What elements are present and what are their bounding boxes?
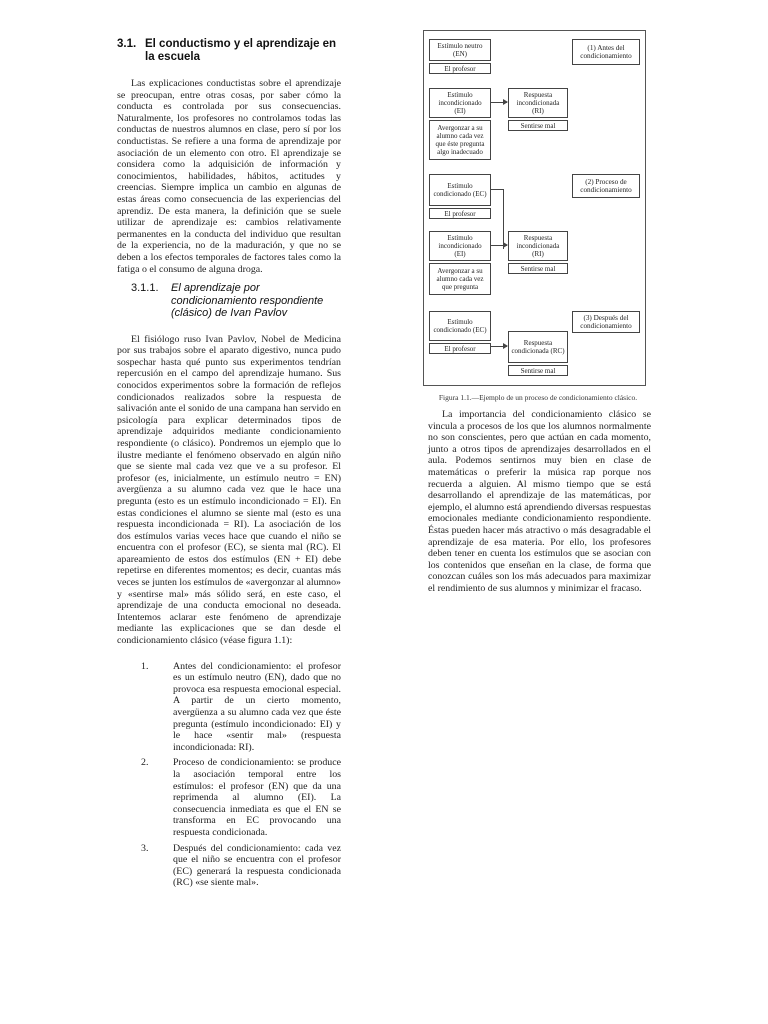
phase1-en-sub: El profesor [429, 63, 491, 74]
paragraph-importance: La importancia del condicionamiento clásico se vincula a procesos de los que los alumnos normalmente no son conscientes, pero que actúan en cada momento, junto a otros tipos de aprendizajes desarrollados en el aula. Podemos sentirnos muy bien en clase de matemáticas o preferir la música rap porque nos recuerda a alguien. Al mismo tiempo que se está desarrollando el aprendizaje de las matemáticas, por ejemplo, el alumno está aprendiendo diversas respuestas emocionales mediante condicionamiento respondiente. Éstas pueden hacer más atractivo o más desagradable el aprendizaje de esa materia. Por ello, los profesores deben tener en cuenta los estímulos que se asocian con los contenidos que enseñan en la clase, de forma que conozcan cuáles son los más adecuados para maximizar el rendimiento de sus alumnos y minimizar el fracaso. [428, 409, 651, 594]
section-title: El conductismo y el aprendizaje en la escuela [145, 38, 337, 63]
arrow-icon [491, 346, 507, 347]
phase3-rc-box: Respuesta condicionada (RC) [508, 331, 568, 363]
figure-caption: Figura 1.1.—Ejemplo de un proceso de condicionamiento clásico. [438, 393, 638, 402]
phase2-ec-sub: El profesor [429, 208, 491, 219]
phase2-ei-box: Estímulo incondicionado (EI) [429, 231, 491, 261]
arrow-icon [491, 245, 507, 246]
phase1-ei-sub: Avergonzar a su alumno cada vez que éste pregunta algo inadecuado [429, 120, 491, 160]
phase3-rc-sub: Sentirse mal [508, 365, 568, 376]
right-column [428, 409, 651, 595]
left-column [117, 38, 341, 893]
phase3-ec-sub: El profesor [429, 343, 491, 354]
arrow-icon [491, 102, 507, 103]
subsection-number: 3.1.1. [131, 282, 159, 295]
list-item: 2. Proceso de condicionamiento: se produce la asociación temporal entre los estímulos: el profesor (EN) que da una reprimenda al alumno (EI). La consecuencia inmediata es que el EN se transforma en EC provocando una respuesta condicionada. [141, 757, 341, 838]
phase2-ri-box: Respuesta incondicionada (RI) [508, 231, 568, 261]
phase1-en-box: Estímulo neutro (EN) [429, 39, 491, 61]
section-number: 3.1. [117, 38, 137, 50]
phase1-ri-sub: Sentirse mal [508, 120, 568, 131]
phase2-ei-sub: Avergonzar a su alumno cada vez que pregunta [429, 263, 491, 295]
phase3-label: (3) Después del condicionamiento [572, 311, 640, 333]
phase2-ri-sub: Sentirse mal [508, 263, 568, 274]
list-item: 1. Antes del condicionamiento: el profesor es un estímulo neutro (EN), dado que no provoca esa respuesta emocional especial. A partir de un cierto momento, avergüenza a su alumno cada vez que éste pregunta (estímulo incondicionado: EI) y le hace «sentir mal» (respuesta incondicionada: RI). [141, 660, 341, 753]
paragraph-intro: Las explicaciones conductistas sobre el aprendizaje se preocupan, entre otras cosas, por saber cómo la conducta es controlada por sus consecuencias. Naturalmente, los profesores no controlamos todas las conductas de nuestros alumnos en clase, pero sí por los conductistas. Se refiere a una forma de aprendizaje por asociación de un elemento con otro. El aprendizaje se considera como la adquisición de información y conocimientos, habilidades, hábitos, actitudes y creencias. Siempre implica un cambio en algunas de estas áreas como consecuencia de las experiencias del aprendiz. De esta manera, la definición que se suele utilizar de aprendizaje es: cambios relativamente permanentes en la conducta del individuo que resultan de la experiencia, no de la maduración, y que no se deben a los efectos temporales de factores tales como la fatiga o el consumo de alguna droga. [117, 78, 341, 275]
section-heading [117, 38, 341, 64]
list-item: 3. Después del condicionamiento: cada vez que el niño se encuentra con el profesor (EC) generará la respuesta condicionada (RC) «se siente mal». [141, 842, 341, 889]
conditioning-diagram [423, 30, 646, 386]
phase1-ei-box: Estímulo incondicionado (EI) [429, 88, 491, 118]
connector-line [503, 189, 504, 249]
subsection-heading [131, 282, 341, 320]
phase2-label: (2) Proceso de condicionamiento [572, 174, 640, 198]
subsection-title: El aprendizaje por condicionamiento respondiente (clásico) de Ivan Pavlov [171, 282, 324, 320]
connector-line [491, 189, 503, 190]
steps-list [117, 661, 341, 889]
paragraph-pavlov: El fisiólogo ruso Ivan Pavlov, Nobel de Medicina por sus trabajos sobre el aparato digestivo, nunca pudo sospechar hasta qué punto sus experimentos tendrían repercusión en el campo del aprendizaje humano. Sus conocidos experimentos sobre la formación de reflejos condicionados realizados sobre la respuesta de salivación ante el sonido de una campana han servido en psicología para explicar determinados tipos de aprendizaje adquiridos mediante condicionamiento respondiente (o clásico). Pondremos un ejemplo que lo ilustre mediante el fenómeno observado en algún niño que se siente mal cada vez que ve a su profesor. El profesor (es, inicialmente, un estímulo neutro = EN) avergüenza a su alumno cada vez que le hace una pregunta (esto es un estímulo incondicionado = EI). En estas condiciones el alumno se siente mal (esto es una respuesta incondicionada = RI). La asociación de los dos estímulos varias veces hace que cuando el niño se encuentra con el profesor (EC), se sienta mal (RC). El apareamiento de estos dos estímulos (EN + EI) debe repetirse en diferentes momentos; es decir, cuantas más veces se junten los estímulos de «avergonzar al alumno» y «sentirse mal» más sólido será, en este caso, el aprendizaje de una conducta emocional no deseada. Intentemos aclarar este fenómeno de aprendizaje mediante las explicaciones que se dan desde el condicionamiento clásico (véase figura 1.1): [117, 333, 341, 647]
phase1-ri-box: Respuesta incondicionada (RI) [508, 88, 568, 118]
phase2-ec-box: Estímulo condicionado (EC) [429, 174, 491, 206]
phase3-ec-box: Estímulo condicionado (EC) [429, 311, 491, 341]
phase1-label: (1) Antes del condicionamiento [572, 39, 640, 65]
